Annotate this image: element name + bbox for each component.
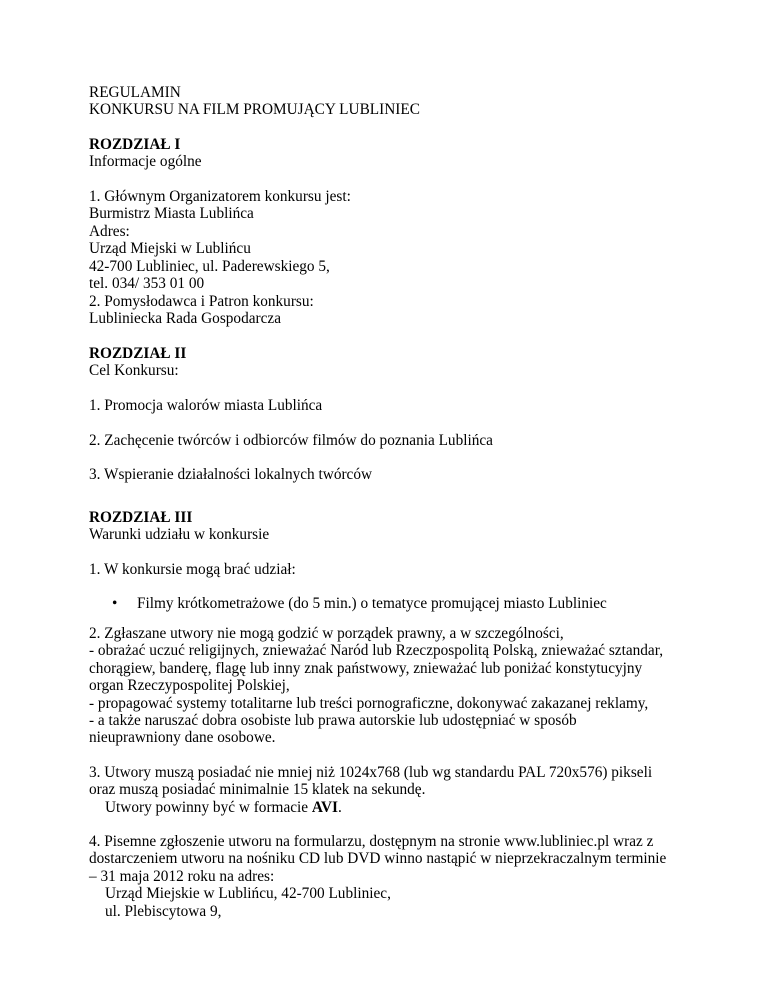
chapter-subtitle: Informacje ogólne [89,153,202,171]
text-line: 3. Wspieranie działalności lokalnych twórców [89,466,373,483]
technical-requirements [89,764,729,816]
text-line: Lubliniecka Rada Gospodarcza [89,310,281,328]
format-suffix: . [337,798,342,816]
chapter-2-header [89,345,729,380]
text-line: 42-700 Lubliniec, ul. Paderewskiego 5, [89,257,330,275]
text-line: 4. Pisemne zgłoszenie utworu na formularzu, dostępnym na stronie www.lubliniec.pl wraz z [89,833,654,850]
chapter-1-header [89,136,729,171]
chapter-1-organizer [89,188,729,292]
text-line: 3. Utwory muszą posiadać nie mniej niż 1024x768 (lub wg standardu PAL 720x576) pikseli [89,764,653,781]
text-line: 1. Promocja walorów miasta Lublińca [89,397,323,414]
chapter-heading: ROZDZIAŁ III [89,509,193,526]
submission-instructions [89,833,729,920]
format-prefix: Utwory powinny być w formacie [105,798,312,816]
goal-item [89,466,729,483]
text-line: 2. Zgłaszane utwory nie mogą godzić w porządek prawny, a w szczególności, [89,625,564,642]
text-line: oraz muszą posiadać minimalnie 15 klatek na sekundę. [89,781,426,799]
text-line: Adres: [89,222,130,240]
goal-item [89,397,729,414]
chapter-heading: ROZDZIAŁ II [89,345,187,362]
bullet-text: Filmy krótkometrażowe (do 5 min.) o tematyce promującej miasto Lubliniec [137,595,607,612]
text-line: - a także naruszać dobra osobiste lub prawa autorskie lub udostępniać w sposób [89,712,577,730]
title-line: KONKURSU NA FILM PROMUJĄCY LUBLINIEC [89,101,420,119]
text-line: dostarczeniem utworu na nośniku CD lub DVD winno nastąpić w nieprzekraczalnym terminie [89,850,667,868]
chapter-3-header [89,509,729,544]
text-line: Urząd Miejski w Lublińcu [89,240,251,258]
goal-item [89,432,729,449]
text-line: 1. W konkursie mogą brać udział: [89,561,296,578]
legal-requirements [89,625,729,747]
chapter-subtitle: Cel Konkursu: [89,362,179,380]
chapter-1-patron [89,293,729,328]
format-value: AVI [311,798,338,816]
text-line: 1. Głównym Organizatorem konkursu jest: [89,188,351,205]
text-line: - propagować systemy totalitarne lub treści pornograficzne, dokonywać zakazanej reklamy, [89,694,649,712]
chapter-subtitle: Warunki udziału w konkursie [89,526,270,544]
document-title [89,84,729,119]
format-line [89,799,729,816]
text-line: 2. Pomysłodawca i Patron konkursu: [89,293,314,310]
address-line: ul. Plebiscytowa 9, [105,902,222,920]
text-line: tel. 034/ 353 01 00 [89,275,205,293]
chapter-heading: ROZDZIAŁ I [89,136,181,153]
text-line: - obrażać uczuć religijnych, znieważać Naród lub Rzeczpospolitą Polską, znieważać sztandar, [89,642,664,660]
text-line: 2. Zachęcenie twórców i odbiorców filmów do poznania Lublińca [89,432,493,449]
address-line: Urząd Miejskie w Lublińcu, 42-700 Lubliniec, [105,885,391,903]
text-line: – 31 maja 2012 roku na adres: [89,867,275,885]
bullet-icon: • [112,595,118,612]
participation-intro [89,561,729,578]
text-line: organ Rzeczypospolitej Polskiej, [89,677,290,695]
title-line: REGULAMIN [89,84,181,101]
text-line: chorągiew, banderę, flagę lub inny znak państwowy, znieważać lub poniżać konstytucyjny [89,659,643,677]
text-line: Burmistrz Miasta Lublińca [89,205,254,223]
text-line: nieuprawniony dane osobowe. [89,729,276,747]
